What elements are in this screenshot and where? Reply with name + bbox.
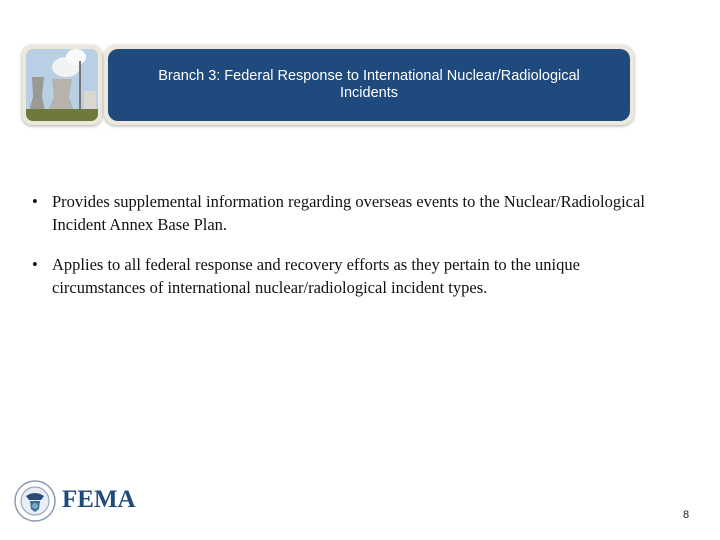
bullet-icon: • (32, 255, 38, 274)
dhs-seal-icon (14, 480, 56, 522)
bullet-icon: • (32, 192, 38, 211)
fema-logo-text: FEMA (62, 486, 136, 513)
list-item: • Applies to all federal response and recovery efforts as they pertain to the unique circumstances of international nuclear/radiological incident types. (32, 255, 580, 297)
slide-title: Branch 3: Federal Response to International Nuclear/Radiological Incidents (108, 49, 630, 121)
page-number: 8 (683, 509, 690, 521)
nuclear-plant-photo (22, 45, 102, 125)
bullet-list (32, 190, 672, 316)
list-item: • Provides supplemental information regarding overseas events to the Nuclear/Radiological Incident Annex Base Plan. (32, 192, 645, 234)
header-banner (104, 45, 634, 125)
